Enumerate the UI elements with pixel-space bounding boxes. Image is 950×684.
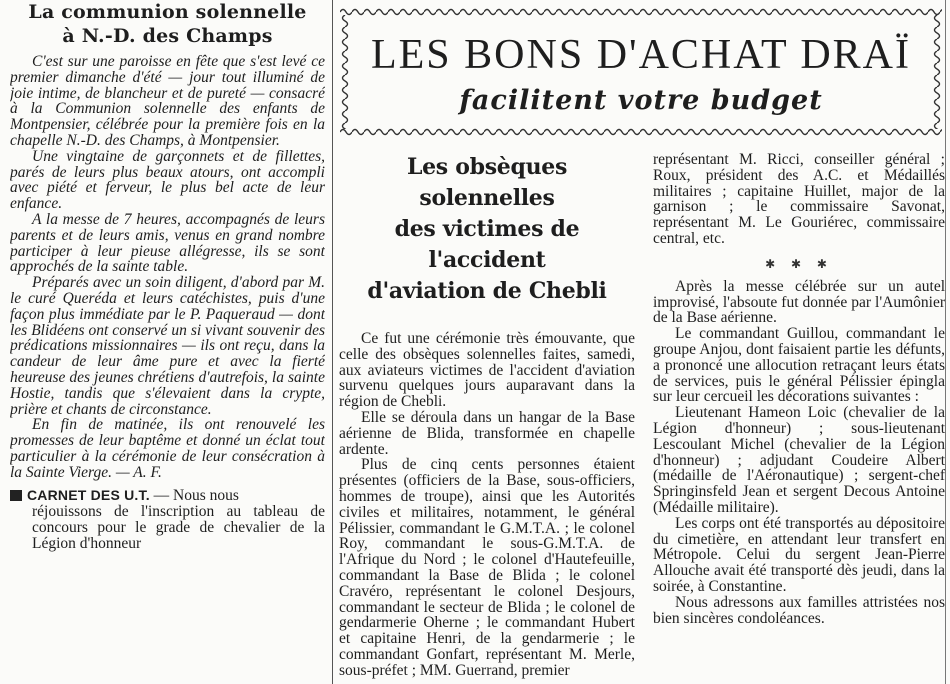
ad-headline: LES BONS D'ACHAT DRAÏ [370, 32, 911, 78]
obseques-paragraph: Les corps ont été transportés au dépositoire du cimetière, en attendant leur transfert en Métropole. Celui du sergent Jean-Pierre Allouche avait été transporté dès jeudi, dans la soirée, à Constantine. [653, 514, 945, 595]
carnet-des-ut [10, 487, 325, 552]
obseques-paragraph: Lieutenant Hameon Loic (chevalier de la Légion d'honneur) ; sous-lieutenant Lescoulant Michel (chevalier de la Légion d'honneur) ; adjudant Coudeire Albert (médaille de l'Aéronautique) ; sergent-chef Springinsfeld Jean et sergent Decous Antoine (Médaille militaire). [653, 404, 945, 516]
wave-border-left [340, 15, 350, 129]
communion-headline [10, 0, 325, 48]
article-obseques-col3 [653, 152, 945, 684]
column-rule-left [332, 0, 333, 684]
section-separator: ✱ ✱ ✱ [765, 256, 833, 271]
obseques-paragraph: Après la messe célébrée sur un autel improvisé, l'absoute fut donnée par l'Aumônier de la Base aérienne. [653, 277, 945, 327]
carnet-text-first: — Nous nous [149, 486, 239, 504]
wave-border-bottom [340, 127, 942, 137]
headline-line: Les obsèques solennelles [406, 154, 568, 211]
communion-paragraph: C'est sur une paroisse en fête que s'est levé ce premier dimanche d'été — jour tout illuminé de joie intime, de blancheur et de pureté — consacré à la Communion solennelle des enfants de Montpensier, célébrée pour la première fois en la chapelle N.-D. des Champs, à Montpensier. [10, 53, 325, 149]
headline-line: d'aviation de Chebli [367, 278, 607, 304]
obseques-paragraph: Elle se déroula dans un hangar de la Base aérienne de Blida, transformée en chapelle ardente. [339, 408, 635, 458]
carnet-title: CARNET DES U.T. [27, 486, 150, 503]
headline-line: des victimes de l'accident [394, 216, 580, 273]
obseques-headline [339, 152, 635, 307]
obseques-paragraph: Ce fut une cérémonie très émouvante, que celle des obsèques solennelles faites, samedi, aux aviateurs victimes de l'accident d'aviation survenu quelques jours auparavant dans la région de Chebli. [339, 330, 635, 411]
communion-paragraph: En fin de matinée, ils ont renouvelé les promesses de leur baptême et donné un éclat tout particulier à la cérémonie de leur consécration à la Sainte Vierge. — A. F. [10, 416, 325, 481]
headline-line: à N.-D. des Champs [62, 25, 273, 47]
carnet-text: réjouissons de l'inscription au tableau de concours pour le grade de chevalier de la Légion d'honneur [32, 502, 325, 552]
square-bullet-icon [10, 490, 22, 501]
communion-paragraph: Une vingtaine de garçonnets et de fillettes, parés de leurs plus beaux atours, ont accompli avec piété et ferveur, le plus bel acte de leur enfance. [10, 147, 325, 213]
obseques-paragraph: Plus de cinq cents personnes étaient présentes (officiers de la Base, sous-officiers, hommes de troupe), ainsi que les Autorités civiles et militaires, notamment, le général Pélissier, commandant le G.M.T.A. ; le colonel Roy, commandant le sous-G.M.T.A. de l'Afrique du Nord ; le colonel d'Hautefeuille, commandant la Base de Blida ; le colonel Cravéro, représentant le colonel Desjours, commandant le secteur de Blida ; le colonel de gendarmerie Oherne ; le commandant Hubert et capitaine Henri, de la gendarmerie ; le commandant Gonfart, représentant M. Merle, sous-préfet ; MM. Guerrand, premier [339, 456, 635, 679]
ad-subline: facilitent votre budget [459, 85, 823, 116]
obseques-continued: représentant M. Ricci, conseiller général ; Roux, président des A.C. et Médaillés militaires ; capitaine Huillet, major de la garnison ; le commissaire Savonat, représentant M. Le Gouriérec, commissaire central, etc. [653, 152, 945, 247]
wave-border-right [932, 15, 942, 129]
wave-border-top [340, 7, 942, 17]
communion-paragraph: Préparés avec un soin diligent, d'abord par M. le curé Queréda et leurs catéchistes, puis d'une façon plus immédiate par le P. Paqueraud — dont les Blidéens ont conservé un si vivant souvenir des prédications missionnaires — ils ont reçu, dans la candeur de leur âme pure et avec la fierté heureuse des jeunes chrétiens d'autrefois, la sainte Hostie, tandis que s'élevaient dans la crypte, prière et chants de circonstance. [10, 274, 325, 418]
advertisement-bons-achat [340, 7, 942, 137]
article-communion [10, 0, 325, 684]
column-rule-right [945, 0, 946, 684]
obseques-paragraph: Nous adressons aux familles attristées nos bien sincères condoléances. [653, 593, 945, 627]
article-obseques-col2 [339, 152, 635, 684]
communion-paragraph: A la messe de 7 heures, accompagnés de leurs parents et de leurs amis, venus en grand nombre participer à leur pieuse allégresse, ils se sont approchés de la sainte table. [10, 210, 325, 276]
obseques-paragraph: Le commandant Guillou, commandant le groupe Anjou, dont faisaient partie les défunts, a prononcé une allocution retraçant leurs états de services, puis le général Pélissier épingla sur leur cercueil les décorations suivantes : [653, 325, 945, 406]
headline-line: La communion solennelle [28, 1, 307, 23]
